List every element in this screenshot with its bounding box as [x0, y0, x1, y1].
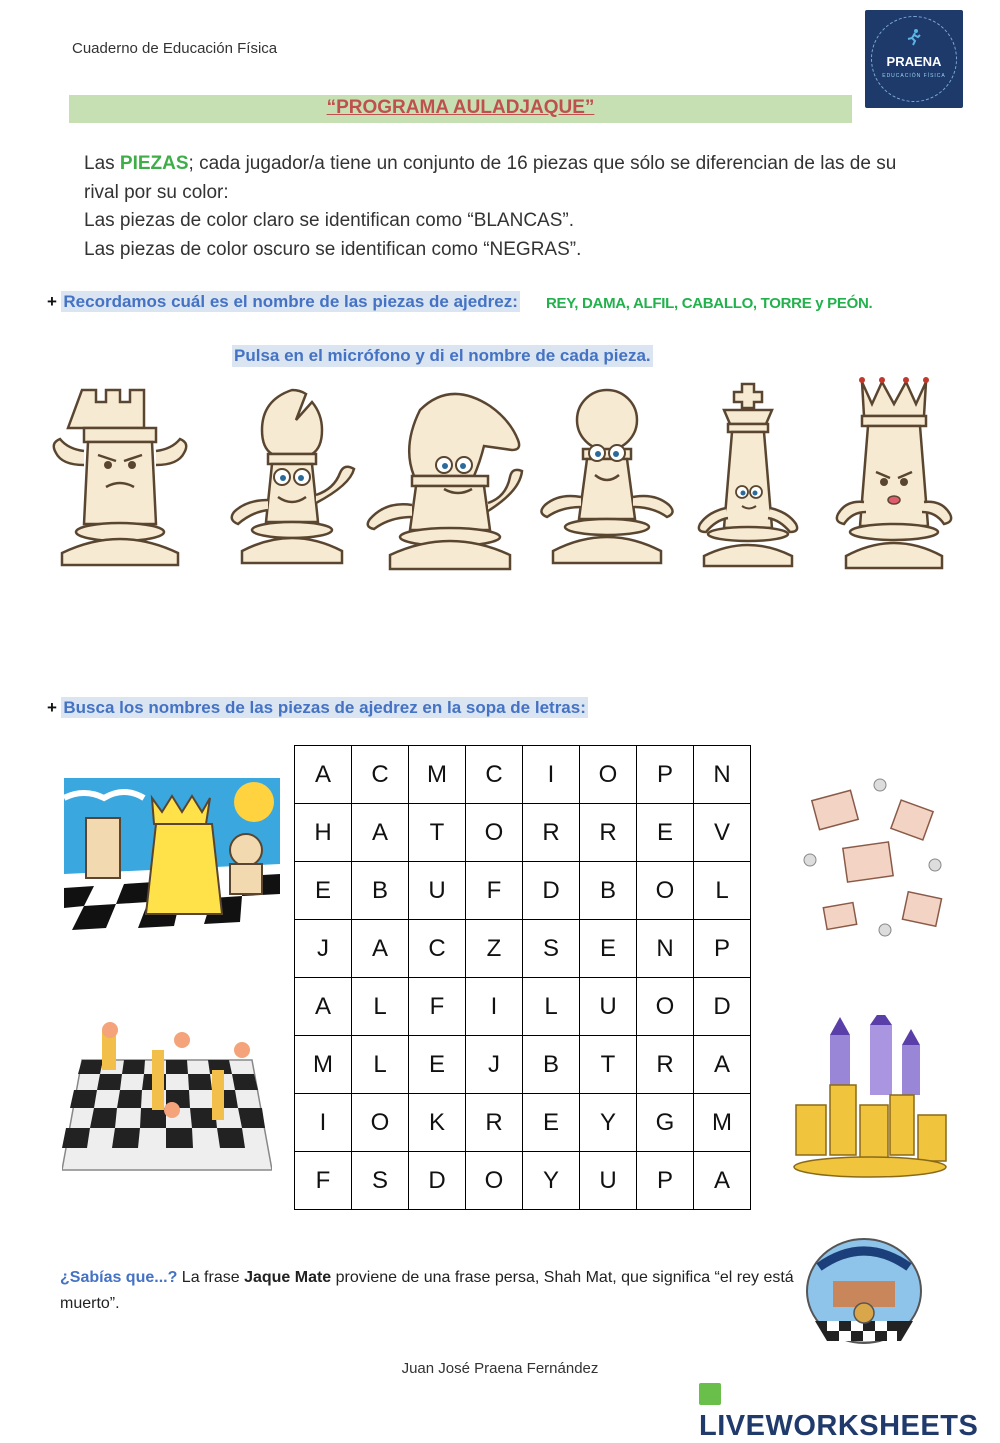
- grid-cell[interactable]: V: [694, 804, 751, 862]
- grid-cell[interactable]: O: [637, 862, 694, 920]
- grid-cell[interactable]: F: [466, 862, 523, 920]
- grid-cell[interactable]: A: [694, 1036, 751, 1094]
- kids-chessboard-image: [62, 1020, 272, 1172]
- section1-prompt: + Recordamos cuál es el nombre de las piezas de ajedrez:: [47, 292, 518, 311]
- grid-cell[interactable]: P: [694, 920, 751, 978]
- grid-cell[interactable]: P: [637, 746, 694, 804]
- grid-cell[interactable]: A: [352, 920, 409, 978]
- grid-cell[interactable]: C: [409, 920, 466, 978]
- grid-cell[interactable]: Y: [580, 1094, 637, 1152]
- grid-cell[interactable]: U: [580, 978, 637, 1036]
- grid-cell[interactable]: U: [409, 862, 466, 920]
- grid-cell[interactable]: I: [523, 746, 580, 804]
- rook-piece-image[interactable]: [48, 385, 193, 580]
- knight-piece-image[interactable]: [360, 385, 540, 580]
- grid-cell[interactable]: K: [409, 1094, 466, 1152]
- grid-cell[interactable]: E: [409, 1036, 466, 1094]
- liveworksheets-watermark: LIVEWORKSHEETS: [699, 1377, 1000, 1443]
- author-footer: Juan José Praena Fernández: [401, 1360, 599, 1377]
- castle-pieces-image: [790, 1015, 952, 1180]
- fact-question: ¿Sabías que...?: [60, 1269, 178, 1286]
- intro-line-2: Las piezas de color claro se identifican como “BLANCAS”.: [84, 210, 575, 231]
- grid-cell[interactable]: O: [637, 978, 694, 1036]
- piezas-highlight: PIEZAS: [119, 153, 189, 174]
- grid-cell[interactable]: L: [352, 978, 409, 1036]
- grid-row: [295, 804, 751, 862]
- reinaljaque-badge-image: [805, 1237, 923, 1345]
- grid-cell[interactable]: M: [409, 746, 466, 804]
- grid-cell[interactable]: S: [352, 1152, 409, 1210]
- grid-cell[interactable]: L: [694, 862, 751, 920]
- king-piece-image[interactable]: [688, 380, 808, 580]
- grid-cell[interactable]: P: [637, 1152, 694, 1210]
- grid-cell[interactable]: Z: [466, 920, 523, 978]
- grid-cell[interactable]: I: [466, 978, 523, 1036]
- piece-names-list: REY, DAMA, ALFIL, CABALLO, TORRE y PEÓN.: [546, 295, 873, 312]
- chess-doodle-image: [785, 765, 963, 955]
- grid-cell[interactable]: N: [694, 746, 751, 804]
- grid-cell[interactable]: O: [580, 746, 637, 804]
- grid-cell[interactable]: G: [637, 1094, 694, 1152]
- pawn-piece-image[interactable]: [535, 385, 685, 580]
- grid-cell[interactable]: E: [637, 804, 694, 862]
- grid-cell[interactable]: T: [580, 1036, 637, 1094]
- grid-row: [295, 746, 751, 804]
- praena-logo: [865, 10, 963, 108]
- chess-pieces-cartoon-image: [64, 778, 280, 942]
- grid-cell[interactable]: D: [409, 1152, 466, 1210]
- intro-line-3: Las piezas de color oscuro se identifican como “NEGRAS”.: [84, 238, 582, 260]
- grid-cell[interactable]: E: [523, 1094, 580, 1152]
- grid-cell[interactable]: C: [352, 746, 409, 804]
- intro-line-1: Las PIEZAS; cada jugador/a tiene un conjunto de 16 piezas que sólo se diferencian de las de su rival por su color:: [84, 153, 897, 203]
- grid-row: [295, 978, 751, 1036]
- grid-cell[interactable]: J: [466, 1036, 523, 1094]
- grid-cell[interactable]: C: [466, 746, 523, 804]
- grid-row: [295, 862, 751, 920]
- intro-paragraph: [84, 150, 914, 264]
- grid-cell[interactable]: A: [295, 978, 352, 1036]
- section2-prompt: + Busca los nombres de las piezas de ajedrez en la sopa de letras:: [47, 698, 586, 717]
- grid-cell[interactable]: T: [409, 804, 466, 862]
- grid-cell[interactable]: E: [295, 862, 352, 920]
- grid-cell[interactable]: A: [352, 804, 409, 862]
- grid-cell[interactable]: F: [295, 1152, 352, 1210]
- grid-cell[interactable]: L: [352, 1036, 409, 1094]
- grid-row: [295, 1152, 751, 1210]
- grid-row: [295, 1094, 751, 1152]
- grid-row: [295, 920, 751, 978]
- bishop-piece-image[interactable]: [220, 385, 365, 580]
- grid-cell[interactable]: N: [637, 920, 694, 978]
- grid-cell[interactable]: B: [580, 862, 637, 920]
- grid-cell[interactable]: O: [466, 1152, 523, 1210]
- grid-cell[interactable]: R: [523, 804, 580, 862]
- grid-cell[interactable]: Y: [523, 1152, 580, 1210]
- liveworksheets-logo-icon: [699, 1383, 721, 1405]
- word-search-grid[interactable]: [294, 745, 751, 1210]
- grid-cell[interactable]: H: [295, 804, 352, 862]
- grid-cell[interactable]: A: [694, 1152, 751, 1210]
- grid-cell[interactable]: F: [409, 978, 466, 1036]
- grid-cell[interactable]: L: [523, 978, 580, 1036]
- grid-cell[interactable]: R: [580, 804, 637, 862]
- fun-fact: ¿Sabías que...? La frase Jaque Mate proviene de una frase persa, Shah Mat, que significa “el rey está muerto”.: [60, 1269, 794, 1312]
- grid-cell[interactable]: O: [466, 804, 523, 862]
- grid-cell[interactable]: J: [295, 920, 352, 978]
- logo-name: PRAENA: [886, 54, 942, 69]
- grid-cell[interactable]: U: [580, 1152, 637, 1210]
- grid-cell[interactable]: E: [580, 920, 637, 978]
- notebook-header: Cuaderno de Educación Física: [72, 40, 278, 57]
- logo-subtitle: EDUCACIÓN FÍSICA: [882, 73, 946, 79]
- grid-cell[interactable]: B: [352, 862, 409, 920]
- grid-cell[interactable]: B: [523, 1036, 580, 1094]
- grid-cell[interactable]: R: [466, 1094, 523, 1152]
- grid-cell[interactable]: D: [523, 862, 580, 920]
- queen-piece-image[interactable]: [832, 372, 957, 580]
- grid-cell[interactable]: A: [295, 746, 352, 804]
- grid-cell[interactable]: M: [295, 1036, 352, 1094]
- grid-cell[interactable]: M: [694, 1094, 751, 1152]
- grid-cell[interactable]: R: [637, 1036, 694, 1094]
- microphone-instruction: Pulsa en el micrófono y di el nombre de cada pieza.: [234, 346, 651, 365]
- runner-icon: [907, 28, 921, 46]
- grid-cell[interactable]: S: [523, 920, 580, 978]
- jaque-mate-bold: Jaque Mate: [244, 1269, 332, 1286]
- grid-cell[interactable]: D: [694, 978, 751, 1036]
- grid-cell[interactable]: I: [295, 1094, 352, 1152]
- grid-cell[interactable]: O: [352, 1094, 409, 1152]
- page-title: “PROGRAMA AULADJAQUE”: [326, 97, 595, 118]
- grid-row: [295, 1036, 751, 1094]
